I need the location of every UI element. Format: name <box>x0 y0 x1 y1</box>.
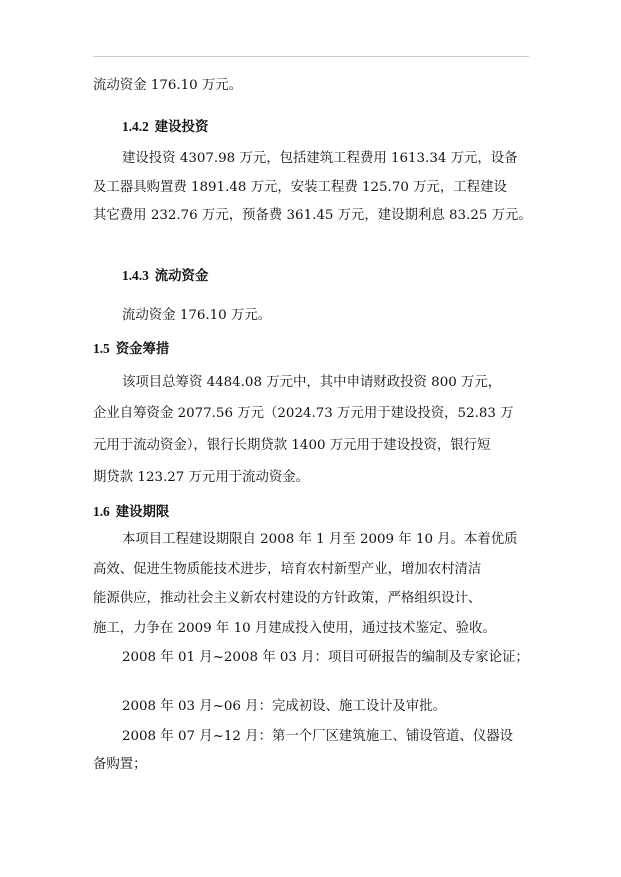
paragraph-line: 能源供应，推动社会主义新农村建设的方针政策，严格组织设计、 <box>93 591 482 606</box>
continuation-line: 流动资金 176.10 万元。 <box>93 78 243 93</box>
paragraph-line: 建设投资 4307.98 万元，包括建筑工程费用 1613.34 万元，设备 <box>122 151 518 166</box>
paragraph-line: 期贷款 123.27 万元用于流动资金。 <box>93 470 310 485</box>
paragraph-line: 流动资金 176.10 万元。 <box>122 308 272 323</box>
section-heading-1-5 <box>93 340 169 359</box>
section-title: 资金筹措 <box>115 342 170 357</box>
header-rule <box>93 56 529 57</box>
section-heading-1-6 <box>93 503 169 522</box>
schedule-item: 备购置； <box>93 757 147 772</box>
schedule-item: 2008 年 01 月~2008 年 03 月：项目可研报告的编制及专家论证； <box>122 650 529 665</box>
section-number: 1.6 <box>93 504 110 519</box>
paragraph-line: 本项目工程建设期限自 2008 年 1 月至 2009 年 10 月。本着优质 <box>122 532 518 547</box>
section-title: 建设期限 <box>115 505 170 520</box>
paragraph-line: 该项目总筹资 4484.08 万元中，其中申请财政投资 800 万元， <box>122 375 502 390</box>
section-heading-1-4-3 <box>122 267 208 286</box>
paragraph-line: 其它费用 232.76 万元，预备费 361.45 万元，建设期利息 83.25 万元。 <box>93 208 532 223</box>
paragraph-line: 元用于流动资金），银行长期贷款 1400 万元用于建设投资，银行短 <box>93 438 491 453</box>
paragraph-line: 施工，力争在 2009 年 10 月建成投入使用，通过技术鉴定、验收。 <box>93 621 496 636</box>
schedule-item: 2008 年 03 月~06 月：完成初设、施工设计及审批。 <box>122 699 447 714</box>
section-title: 建设投资 <box>154 120 209 135</box>
paragraph-line: 高效、促进生物质能技术进步，培育农村新型产业，增加农村清洁 <box>93 562 482 577</box>
section-number: 1.4.3 <box>122 268 149 283</box>
paragraph-line: 企业自筹资金 2077.56 万元（2024.73 万元用于建设投资，52.83 万 <box>93 406 514 421</box>
section-heading-1-4-2 <box>122 118 208 137</box>
schedule-item: 2008 年 07 月~12 月：第一个厂区建筑施工、铺设管道、仪器设 <box>122 729 513 744</box>
paragraph-line: 及工器具购置费 1891.48 万元，安装工程费 125.70 万元，工程建设 <box>93 180 507 195</box>
section-number: 1.4.2 <box>122 119 149 134</box>
section-number: 1.5 <box>93 341 110 356</box>
section-title: 流动资金 <box>154 269 209 284</box>
